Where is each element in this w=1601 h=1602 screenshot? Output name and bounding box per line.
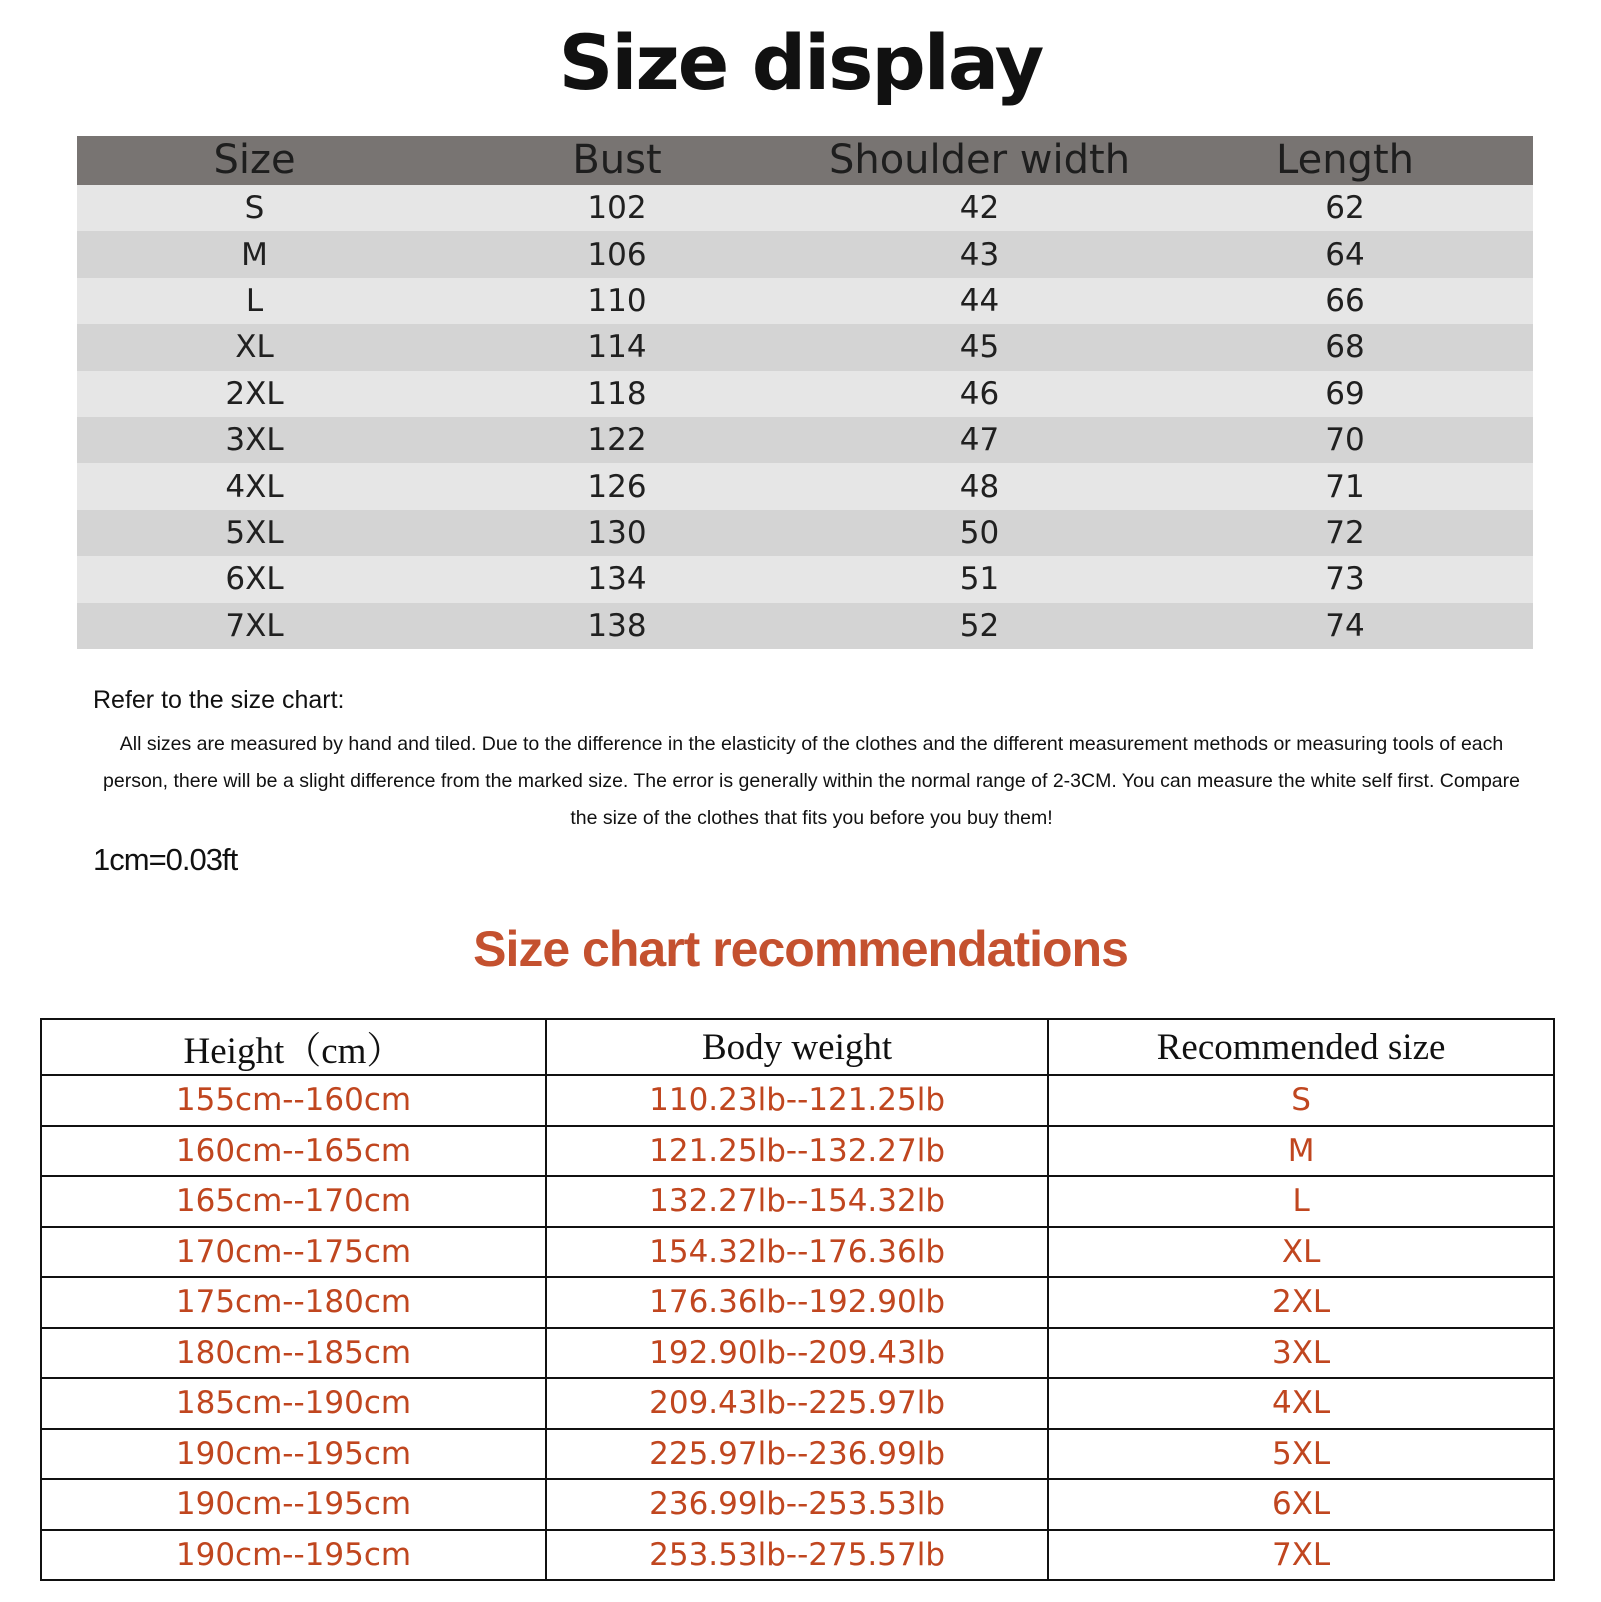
cell-length: 74	[1157, 603, 1533, 649]
cell-body-weight: 121.25lb--132.27lb	[546, 1126, 1048, 1177]
cell-height: 155cm--160cm	[41, 1075, 546, 1126]
table-row	[77, 463, 1533, 509]
table-row	[41, 1075, 1554, 1126]
cell-height: 190cm--195cm	[41, 1479, 546, 1530]
table-row	[77, 417, 1533, 463]
table-row	[41, 1227, 1554, 1278]
cell-shoulder-width: 47	[802, 417, 1157, 463]
table-row	[41, 1429, 1554, 1480]
cell-body-weight: 176.36lb--192.90lb	[546, 1277, 1048, 1328]
cell-height: 190cm--195cm	[41, 1530, 546, 1581]
cell-height: 185cm--190cm	[41, 1378, 546, 1429]
cell-length: 66	[1157, 278, 1533, 324]
size-display-title: Size display	[558, 18, 1043, 107]
cell-bust: 110	[432, 278, 802, 324]
cell-size: M	[77, 231, 432, 277]
column-header-body-weight: Body weight	[546, 1019, 1048, 1075]
cell-bust: 102	[432, 185, 802, 231]
cell-body-weight: 253.53lb--275.57lb	[546, 1530, 1048, 1581]
cell-height: 160cm--165cm	[41, 1126, 546, 1177]
cell-body-weight: 225.97lb--236.99lb	[546, 1429, 1048, 1480]
cell-length: 62	[1157, 185, 1533, 231]
cell-recommended-size: M	[1048, 1126, 1554, 1177]
cell-recommended-size: 7XL	[1048, 1530, 1554, 1581]
cell-height: 175cm--180cm	[41, 1277, 546, 1328]
recommendations-header-row	[41, 1019, 1554, 1075]
cell-size: 7XL	[77, 603, 432, 649]
table-row	[41, 1328, 1554, 1379]
cell-bust: 114	[432, 324, 802, 370]
size-table-header-row	[77, 136, 1533, 185]
cell-recommended-size: 4XL	[1048, 1378, 1554, 1429]
cell-length: 70	[1157, 417, 1533, 463]
column-header-shoulder-width: Shoulder width	[802, 136, 1157, 185]
column-header-recommended-size: Recommended size	[1048, 1019, 1554, 1075]
cell-bust: 118	[432, 371, 802, 417]
cell-shoulder-width: 46	[802, 371, 1157, 417]
cell-recommended-size: XL	[1048, 1227, 1554, 1278]
cell-shoulder-width: 45	[802, 324, 1157, 370]
cell-shoulder-width: 52	[802, 603, 1157, 649]
cell-height: 170cm--175cm	[41, 1227, 546, 1278]
recommendations-title: Size chart recommendations	[473, 921, 1128, 977]
cell-length: 71	[1157, 463, 1533, 509]
cell-bust: 138	[432, 603, 802, 649]
cell-shoulder-width: 44	[802, 278, 1157, 324]
table-row	[77, 603, 1533, 649]
cell-body-weight: 209.43lb--225.97lb	[546, 1378, 1048, 1429]
cell-size: 4XL	[77, 463, 432, 509]
cell-size: 6XL	[77, 556, 432, 602]
cell-size: 3XL	[77, 417, 432, 463]
column-header-size: Size	[77, 136, 432, 185]
cell-body-weight: 154.32lb--176.36lb	[546, 1227, 1048, 1278]
table-row	[41, 1277, 1554, 1328]
measurement-note: All sizes are measured by hand and tiled. Due to the difference in the elasticity of the clothes and the different measurement methods or measuring tools of each person, there will be a slight difference from the marked size. The error is generally within the normal range of 2-3CM. You can measure the white self first. Compare the size of the clothes that fits you before you buy them!	[103, 733, 1520, 829]
cell-height: 190cm--195cm	[41, 1429, 546, 1480]
cell-recommended-size: 2XL	[1048, 1277, 1554, 1328]
table-row	[77, 556, 1533, 602]
cell-recommended-size: 6XL	[1048, 1479, 1554, 1530]
cell-size: XL	[77, 324, 432, 370]
table-row	[77, 231, 1533, 277]
cell-bust: 122	[432, 417, 802, 463]
size-display-table	[77, 136, 1533, 649]
column-header-length: Length	[1157, 136, 1533, 185]
cell-shoulder-width: 51	[802, 556, 1157, 602]
cell-length: 68	[1157, 324, 1533, 370]
table-row	[77, 185, 1533, 231]
cell-recommended-size: 3XL	[1048, 1328, 1554, 1379]
table-row	[41, 1176, 1554, 1227]
table-row	[77, 278, 1533, 324]
table-row	[77, 510, 1533, 556]
cell-height: 165cm--170cm	[41, 1176, 546, 1227]
cell-size: 2XL	[77, 371, 432, 417]
column-header-height: Height（cm）	[41, 1019, 546, 1075]
table-row	[41, 1530, 1554, 1581]
cell-size: L	[77, 278, 432, 324]
cell-recommended-size: S	[1048, 1075, 1554, 1126]
cell-shoulder-width: 43	[802, 231, 1157, 277]
column-header-bust: Bust	[432, 136, 802, 185]
table-row	[41, 1378, 1554, 1429]
cell-shoulder-width: 50	[802, 510, 1157, 556]
cell-length: 72	[1157, 510, 1533, 556]
cell-bust: 134	[432, 556, 802, 602]
recommendations-table	[40, 1018, 1555, 1581]
cell-height: 180cm--185cm	[41, 1328, 546, 1379]
cell-size: S	[77, 185, 432, 231]
cell-length: 73	[1157, 556, 1533, 602]
cell-length: 64	[1157, 231, 1533, 277]
unit-conversion-note: 1cm=0.03ft	[93, 842, 238, 877]
cell-body-weight: 132.27lb--154.32lb	[546, 1176, 1048, 1227]
cell-size: 5XL	[77, 510, 432, 556]
cell-length: 69	[1157, 371, 1533, 417]
cell-body-weight: 110.23lb--121.25lb	[546, 1075, 1048, 1126]
refer-size-chart-heading: Refer to the size chart:	[93, 686, 345, 714]
table-row	[77, 371, 1533, 417]
cell-shoulder-width: 42	[802, 185, 1157, 231]
cell-body-weight: 236.99lb--253.53lb	[546, 1479, 1048, 1530]
cell-bust: 130	[432, 510, 802, 556]
cell-body-weight: 192.90lb--209.43lb	[546, 1328, 1048, 1379]
cell-recommended-size: L	[1048, 1176, 1554, 1227]
cell-bust: 106	[432, 231, 802, 277]
table-row	[41, 1126, 1554, 1177]
table-row	[41, 1479, 1554, 1530]
cell-shoulder-width: 48	[802, 463, 1157, 509]
cell-recommended-size: 5XL	[1048, 1429, 1554, 1480]
table-row	[77, 324, 1533, 370]
cell-bust: 126	[432, 463, 802, 509]
